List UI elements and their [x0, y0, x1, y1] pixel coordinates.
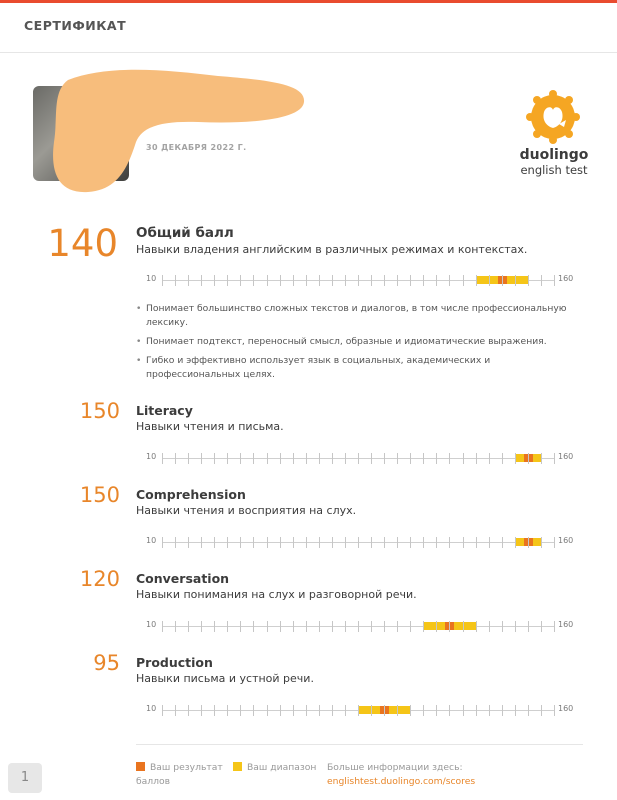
- comprehension-description: Навыки чтения и восприятия на слух.: [136, 504, 357, 517]
- scale-max-label: 160: [558, 704, 574, 713]
- conversation-description: Навыки понимания на слух и разговорной речи.: [136, 588, 417, 601]
- scale-tick: [541, 275, 542, 286]
- scale-tick: [162, 537, 163, 548]
- scale-tick: [267, 705, 268, 716]
- scale-tick: [515, 705, 516, 716]
- scale-tick: [384, 621, 385, 632]
- scale-tick: [515, 453, 516, 464]
- scale-min-label: 10: [146, 536, 157, 545]
- scale-tick: [240, 275, 241, 286]
- more-info-label: Больше информации здесь:: [327, 762, 463, 773]
- scale-tick: [253, 537, 254, 548]
- scale-tick: [332, 275, 333, 286]
- conversation-score: 120: [79, 567, 120, 591]
- scale-tick: [449, 621, 450, 632]
- scale-tick: [541, 537, 542, 548]
- scale-tick: [489, 537, 490, 548]
- scale-tick: [214, 705, 215, 716]
- scale-tick: [306, 275, 307, 286]
- scale-tick: [489, 275, 490, 286]
- scale-tick: [280, 275, 281, 286]
- scale-tick: [410, 275, 411, 286]
- scale-tick: [267, 275, 268, 286]
- scale-tick: [319, 705, 320, 716]
- range-swatch-icon: [233, 762, 242, 771]
- production-score: 95: [93, 651, 120, 675]
- scale-tick: [306, 705, 307, 716]
- scale-tick: [502, 453, 503, 464]
- scale-tick: [463, 537, 464, 548]
- scale-tick: [463, 453, 464, 464]
- scale-tick: [175, 537, 176, 548]
- scale-tick: [293, 453, 294, 464]
- scale-tick: [410, 621, 411, 632]
- scale-tick: [319, 275, 320, 286]
- more-info: [327, 761, 475, 789]
- scale-tick: [502, 705, 503, 716]
- logo-subtitle: english test: [520, 163, 588, 177]
- certificate-date: 30 ДЕКАБРЯ 2022 Г.: [146, 143, 247, 152]
- scale-tick: [227, 705, 228, 716]
- scale-tick: [489, 453, 490, 464]
- scale-tick: [489, 621, 490, 632]
- scale-tick: [384, 537, 385, 548]
- scale-tick: [397, 537, 398, 548]
- scale-tick: [227, 275, 228, 286]
- scale-tick: [253, 453, 254, 464]
- scale-tick: [528, 453, 529, 464]
- scale-tick: [436, 705, 437, 716]
- comprehension-score: 150: [79, 483, 120, 507]
- scale-tick: [554, 537, 555, 548]
- scale-tick: [175, 705, 176, 716]
- scale-tick: [201, 537, 202, 548]
- scale-tick: [502, 537, 503, 548]
- scale-tick: [423, 275, 424, 286]
- scale-tick: [319, 621, 320, 632]
- scale-tick: [332, 537, 333, 548]
- scale-tick: [332, 705, 333, 716]
- scale-tick: [201, 453, 202, 464]
- scale-tick: [267, 621, 268, 632]
- scale-tick: [227, 453, 228, 464]
- scale-tick: [371, 453, 372, 464]
- scale-tick: [175, 453, 176, 464]
- scale-tick: [515, 621, 516, 632]
- scale-tick: [293, 275, 294, 286]
- scale-tick: [463, 705, 464, 716]
- scale-tick: [162, 453, 163, 464]
- scale-tick: [358, 621, 359, 632]
- scale-tick: [306, 537, 307, 548]
- scale-tick: [371, 537, 372, 548]
- scale-tick: [332, 621, 333, 632]
- scale-tick: [371, 705, 372, 716]
- comprehension-title: Comprehension: [136, 487, 246, 502]
- scale-tick: [449, 537, 450, 548]
- scale-tick: [293, 705, 294, 716]
- scale-tick: [188, 275, 189, 286]
- scale-tick: [240, 621, 241, 632]
- scale-tick: [528, 275, 529, 286]
- scale-tick: [449, 705, 450, 716]
- scale-tick: [358, 705, 359, 716]
- scale-tick: [554, 275, 555, 286]
- scale-tick: [162, 705, 163, 716]
- page-title: СЕРТИФИКАТ: [24, 18, 127, 33]
- scale-tick: [541, 705, 542, 716]
- scale-tick: [201, 705, 202, 716]
- scale-tick: [280, 453, 281, 464]
- scale-min-label: 10: [146, 274, 157, 283]
- scale-tick: [253, 275, 254, 286]
- scale-tick: [267, 453, 268, 464]
- scale-tick: [436, 453, 437, 464]
- skill-bullet: • Гибко и эффективно использует язык в социальных, академических и профессиональных целях.: [136, 354, 576, 382]
- scale-tick: [162, 275, 163, 286]
- result-swatch-icon: [136, 762, 145, 771]
- redaction-blob: [48, 62, 308, 195]
- overall-skills-list: [136, 302, 576, 387]
- page-number-button[interactable]: 1: [8, 763, 42, 793]
- overall-description: Навыки владения английским в различных режимах и контекстах.: [136, 243, 528, 256]
- scale-tick: [319, 537, 320, 548]
- literacy-title: Literacy: [136, 403, 193, 418]
- overall-score: 140: [47, 222, 118, 265]
- scale-min-label: 10: [146, 452, 157, 461]
- scale-tick: [410, 453, 411, 464]
- skill-bullet: • Понимает подтекст, переносный смысл, образные и идиоматические выражения.: [136, 335, 576, 349]
- scale-tick: [476, 705, 477, 716]
- scale-tick: [410, 705, 411, 716]
- scale-tick: [502, 275, 503, 286]
- scale-tick: [175, 275, 176, 286]
- scale-tick: [293, 621, 294, 632]
- scale-tick: [345, 705, 346, 716]
- scale-tick: [306, 453, 307, 464]
- scale-tick: [463, 621, 464, 632]
- scale-tick: [188, 621, 189, 632]
- scale-tick: [515, 275, 516, 286]
- scale-tick: [280, 705, 281, 716]
- scale-tick: [358, 453, 359, 464]
- scale-tick: [371, 621, 372, 632]
- scale-tick: [515, 537, 516, 548]
- scale-tick: [463, 275, 464, 286]
- scale-tick: [371, 275, 372, 286]
- scale-tick: [554, 453, 555, 464]
- scale-tick: [476, 537, 477, 548]
- scale-tick: [541, 453, 542, 464]
- production-description: Навыки письма и устной речи.: [136, 672, 314, 685]
- scale-tick: [449, 453, 450, 464]
- scale-max-label: 160: [558, 620, 574, 629]
- overall-title: Общий балл: [136, 225, 234, 241]
- scale-tick: [554, 621, 555, 632]
- scale-tick: [345, 537, 346, 548]
- scale-tick: [240, 537, 241, 548]
- scale-tick: [175, 621, 176, 632]
- scale-tick: [476, 453, 477, 464]
- literacy-description: Навыки чтения и письма.: [136, 420, 284, 433]
- scale-tick: [410, 537, 411, 548]
- scale-tick: [476, 621, 477, 632]
- scale-tick: [423, 705, 424, 716]
- scale-min-label: 10: [146, 620, 157, 629]
- scale-tick: [554, 705, 555, 716]
- conversation-score-scale: [146, 620, 576, 634]
- scale-tick: [384, 453, 385, 464]
- scale-tick: [397, 275, 398, 286]
- scale-tick: [201, 275, 202, 286]
- legend-range: [233, 761, 328, 775]
- scale-tick: [201, 621, 202, 632]
- scale-tick: [188, 705, 189, 716]
- comprehension-score-scale: [146, 536, 576, 550]
- scale-tick: [214, 537, 215, 548]
- logo-wordmark: duolingo: [519, 147, 589, 163]
- scale-max-label: 160: [558, 536, 574, 545]
- scale-tick: [293, 537, 294, 548]
- scale-tick: [502, 621, 503, 632]
- scale-tick: [306, 621, 307, 632]
- scale-tick: [227, 537, 228, 548]
- scale-tick: [528, 705, 529, 716]
- scale-tick: [358, 275, 359, 286]
- scale-tick: [423, 537, 424, 548]
- overall-score-scale: [146, 274, 576, 288]
- scale-tick: [319, 453, 320, 464]
- scale-tick: [188, 537, 189, 548]
- literacy-score-scale: [146, 452, 576, 466]
- scale-tick: [345, 275, 346, 286]
- scale-tick: [188, 453, 189, 464]
- scale-tick: [227, 621, 228, 632]
- skill-bullet: • Понимает большинство сложных текстов и диалогов, в том числе профессиональную лексику.: [136, 302, 576, 330]
- scale-tick: [345, 453, 346, 464]
- scale-tick: [436, 621, 437, 632]
- scale-tick: [253, 705, 254, 716]
- scale-tick: [240, 705, 241, 716]
- scale-tick: [397, 705, 398, 716]
- scale-tick: [476, 275, 477, 286]
- scores-link[interactable]: englishtest.duolingo.com/scores: [327, 776, 476, 787]
- scale-tick: [436, 537, 437, 548]
- scale-tick: [436, 275, 437, 286]
- scale-tick: [214, 621, 215, 632]
- scale-max-label: 160: [558, 452, 574, 461]
- scale-tick: [214, 275, 215, 286]
- scale-min-label: 10: [146, 704, 157, 713]
- scale-tick: [358, 537, 359, 548]
- scale-tick: [449, 275, 450, 286]
- footer-divider: [136, 744, 583, 745]
- legend-result: [136, 761, 226, 789]
- scale-tick: [253, 621, 254, 632]
- scale-max-label: 160: [558, 274, 574, 283]
- scale-tick: [162, 621, 163, 632]
- scale-tick: [528, 537, 529, 548]
- scale-tick: [423, 453, 424, 464]
- legend-range-label: Ваш диапазон: [247, 762, 317, 773]
- duolingo-owl-icon: [526, 90, 580, 144]
- scale-tick: [240, 453, 241, 464]
- scale-tick: [384, 275, 385, 286]
- scale-tick: [384, 705, 385, 716]
- scale-tick: [280, 621, 281, 632]
- legend-result-label: Ваш результат баллов: [136, 762, 223, 787]
- scale-tick: [397, 453, 398, 464]
- scale-tick: [267, 537, 268, 548]
- scale-tick: [397, 621, 398, 632]
- production-score-scale: [146, 704, 576, 718]
- production-title: Production: [136, 655, 213, 670]
- scale-tick: [489, 705, 490, 716]
- scale-tick: [345, 621, 346, 632]
- scale-tick: [541, 621, 542, 632]
- certificate-header: [0, 3, 617, 53]
- conversation-title: Conversation: [136, 571, 230, 586]
- scale-tick: [214, 453, 215, 464]
- literacy-score: 150: [79, 399, 120, 423]
- scale-tick: [423, 621, 424, 632]
- scale-tick: [332, 453, 333, 464]
- scale-tick: [280, 537, 281, 548]
- scale-tick: [528, 621, 529, 632]
